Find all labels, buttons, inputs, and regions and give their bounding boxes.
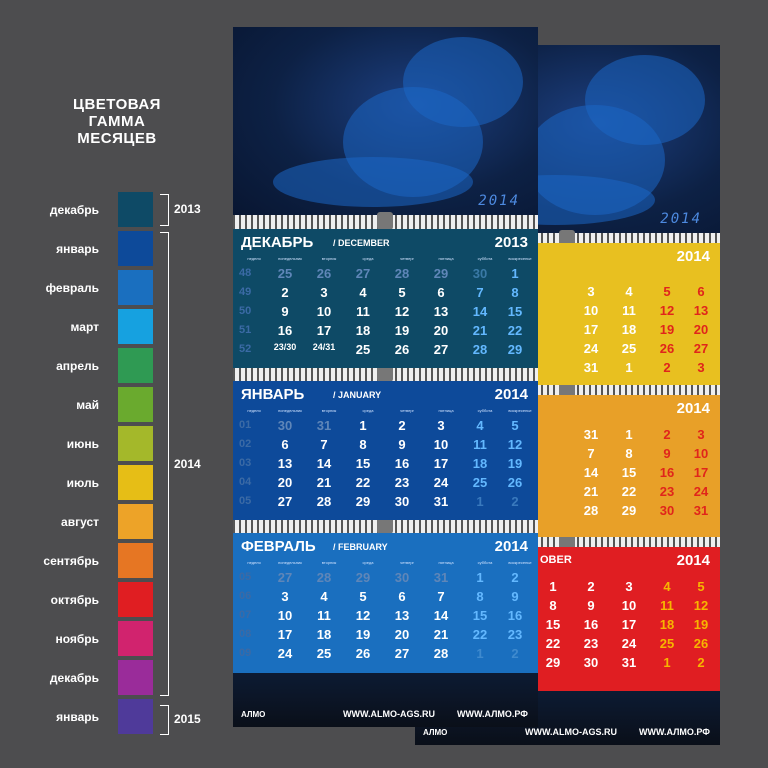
calendar-day: 2 <box>697 655 705 670</box>
calendar-day: 30 <box>583 655 599 670</box>
month-name: ФЕВРАЛЬ <box>241 538 316 555</box>
calendar-day: 31 <box>583 427 599 442</box>
calendar-day: 3 <box>587 284 595 299</box>
calendar-day: 8 <box>359 437 367 452</box>
calendar-day: 11 <box>622 303 636 318</box>
month-year: 2014 <box>676 248 710 265</box>
bracket-2014 <box>160 232 169 696</box>
footer-url: WWW.АЛМО.РФ <box>457 709 528 719</box>
legend-color-swatch <box>118 543 153 578</box>
calendar-day: 3 <box>697 427 705 442</box>
calendar-day: 4 <box>625 284 633 299</box>
month-name: ДЕКАБРЬ <box>241 234 314 251</box>
calendar-day: 24 <box>277 646 293 661</box>
weekday-header: неделя <box>247 256 261 261</box>
calendar-day: 2 <box>587 579 595 594</box>
bracket-2013 <box>160 194 169 226</box>
calendar-day: 17 <box>433 456 449 471</box>
legend-color-swatch <box>118 270 153 305</box>
calendar-day: 9 <box>663 446 671 461</box>
calendar-day: 11 <box>317 608 331 623</box>
weekday-header: неделя <box>247 560 261 565</box>
footer-logo: АЛМО <box>241 710 266 719</box>
calendar-day: 1 <box>663 655 671 670</box>
calendar-day: 24 <box>621 636 637 651</box>
calendar-day: 19 <box>659 322 675 337</box>
calendar-day: 10 <box>316 304 332 319</box>
calendar-day: 25 <box>621 341 637 356</box>
calendar-day: 18 <box>355 323 371 338</box>
legend-month-label: февраль <box>45 281 99 295</box>
calendar-day: 9 <box>511 589 519 604</box>
calendar-day: 27 <box>394 646 410 661</box>
calendar-day: 29 <box>355 494 371 509</box>
calendar-day: 14 <box>583 465 599 480</box>
calendar-day: 25 <box>659 636 675 651</box>
weekday-header: воскресенье <box>508 408 532 413</box>
spiral-binding <box>233 367 538 381</box>
weekday-header: вторник <box>321 256 337 261</box>
month-name-en: / FEBRUARY <box>333 542 388 552</box>
calendar-day: 15 <box>545 617 561 632</box>
legend-color-swatch <box>118 465 153 500</box>
week-number: 08 <box>239 628 252 640</box>
calendar-day: 17 <box>583 322 599 337</box>
calendar-day: 26 <box>693 636 709 651</box>
calendar-day: 11 <box>356 304 370 319</box>
calendar-day: 8 <box>476 589 484 604</box>
legend-color-swatch <box>118 387 153 422</box>
calendar-day: 12 <box>659 303 675 318</box>
nebula-shape <box>525 105 665 215</box>
calendar-day: 25 <box>277 266 293 281</box>
calendar-day: 2 <box>398 418 406 433</box>
calendar-day: 11 <box>660 598 674 613</box>
weekday-header: понедельник <box>278 560 302 565</box>
calendar-day: 31 <box>316 418 332 433</box>
footer-url: WWW.ALMO-AGS.RU <box>525 727 617 737</box>
calendar-day: 7 <box>476 285 484 300</box>
calendar-day: 29 <box>355 570 371 585</box>
week-number: 48 <box>239 267 252 279</box>
calendar-day: 1 <box>625 360 633 375</box>
month-name-en: / JANUARY <box>333 390 382 400</box>
spiral-hole <box>377 212 393 230</box>
calendar-day: 25 <box>355 342 371 357</box>
calendar-day: 21 <box>472 323 488 338</box>
legend-month-label: сентябрь <box>43 554 99 568</box>
calendar-day: 1 <box>359 418 367 433</box>
calendar-footer <box>233 673 538 727</box>
calendar-day: 9 <box>398 437 406 452</box>
calendar-day: 5 <box>663 284 671 299</box>
calendar-day: 9 <box>281 304 289 319</box>
calendar-day: 23 <box>583 636 599 651</box>
legend-color-swatch <box>118 309 153 344</box>
calendar-day: 26 <box>316 266 332 281</box>
weekday-header: четверг <box>400 560 414 565</box>
calendar-day: 27 <box>355 266 371 281</box>
legend-month-label: апрель <box>56 359 99 373</box>
calendar-day: 25 <box>316 646 332 661</box>
calendar-day: 29 <box>433 266 449 281</box>
calendar-day: 28 <box>433 646 449 661</box>
calendar-day: 6 <box>437 285 445 300</box>
legend-title-line: ЦВЕТОВАЯ <box>73 96 161 113</box>
calendar-day: 24/31 <box>312 342 336 352</box>
calendar-day: 14 <box>433 608 449 623</box>
month-name-en: / DECEMBER <box>333 238 390 248</box>
legend-month-label: январь <box>56 242 99 256</box>
legend-color-swatch <box>118 660 153 695</box>
legend-month-label: ноябрь <box>55 632 99 646</box>
calendar-day: 18 <box>316 627 332 642</box>
calendar-day: 16 <box>394 456 410 471</box>
calendar-day: 20 <box>394 627 410 642</box>
weekday-header: среда <box>362 560 374 565</box>
calendar-day: 31 <box>621 655 637 670</box>
calendar-day: 26 <box>394 342 410 357</box>
calendar-day: 25 <box>472 475 488 490</box>
calendar-day: 28 <box>394 266 410 281</box>
calendar-day: 10 <box>277 608 293 623</box>
month-block <box>233 381 538 520</box>
week-number: 02 <box>239 438 252 450</box>
calendar-day: 8 <box>625 446 633 461</box>
legend-month-label: март <box>70 320 99 334</box>
legend-title-line: МЕСЯЦЕВ <box>77 130 157 147</box>
calendar-day: 6 <box>697 284 705 299</box>
legend-month-label: октябрь <box>50 593 99 607</box>
calendar-day: 27 <box>433 342 449 357</box>
calendar-day: 1 <box>476 570 484 585</box>
calendar-day: 6 <box>398 589 406 604</box>
legend-month-label: июнь <box>66 437 99 451</box>
calendar-day: 23 <box>507 627 523 642</box>
month-name: ЯНВАРЬ <box>241 386 305 403</box>
calendar-day: 21 <box>433 627 449 642</box>
week-number: 07 <box>239 609 252 621</box>
calendar-day: 30 <box>277 418 293 433</box>
calendar-day: 10 <box>621 598 637 613</box>
calendar-day: 24 <box>693 484 709 499</box>
calendar-day: 21 <box>583 484 599 499</box>
calendar-day: 17 <box>693 465 709 480</box>
legend-color-swatch <box>118 699 153 734</box>
legend-month-label: август <box>61 515 99 529</box>
weekday-header: вторник <box>321 560 337 565</box>
calendar-day: 4 <box>663 579 671 594</box>
calendar-day: 2 <box>511 646 519 661</box>
spiral-binding <box>233 215 538 229</box>
calendar-day: 20 <box>277 475 293 490</box>
calendar-day: 13 <box>277 456 293 471</box>
calendar-day: 1 <box>476 494 484 509</box>
calendar-day: 28 <box>583 503 599 518</box>
calendar-day: 16 <box>507 608 523 623</box>
weekday-header: воскресенье <box>508 560 532 565</box>
bracket-2015 <box>160 705 169 735</box>
calendar-day: 21 <box>316 475 332 490</box>
weekday-header: суббота <box>477 408 493 413</box>
week-number: 52 <box>239 343 252 355</box>
month-year: 2014 <box>676 552 710 569</box>
weekday-header: среда <box>362 256 374 261</box>
calendar-day: 20 <box>433 323 449 338</box>
month-name-en: OBER <box>540 554 572 566</box>
calendar-day: 27 <box>277 494 293 509</box>
weekday-header: пятница <box>438 560 454 565</box>
calendar-day: 9 <box>587 598 595 613</box>
calendar-day: 13 <box>394 608 410 623</box>
calendar-day: 15 <box>507 304 523 319</box>
calendar-day: 8 <box>511 285 519 300</box>
front-calendar <box>233 27 538 727</box>
week-number: 01 <box>239 419 252 431</box>
calendar-day: 12 <box>693 598 709 613</box>
month-year: 2013 <box>494 234 528 251</box>
calendar-day: 15 <box>621 465 637 480</box>
month-year: 2014 <box>494 386 528 403</box>
calendar-day: 2 <box>511 494 519 509</box>
weekday-header: понедельник <box>278 408 302 413</box>
calendar-day: 5 <box>398 285 406 300</box>
week-number: 04 <box>239 476 252 488</box>
calendar-day: 19 <box>507 456 523 471</box>
calendar-day: 1 <box>511 266 519 281</box>
month-year: 2014 <box>676 400 710 417</box>
calendar-day: 3 <box>281 589 289 604</box>
calendar-day: 12 <box>507 437 523 452</box>
weekday-header: пятница <box>438 408 454 413</box>
legend-month-label: декабрь <box>49 203 99 217</box>
week-number: 05 <box>239 495 252 507</box>
weekday-header: суббота <box>477 560 493 565</box>
calendar-day: 17 <box>621 617 637 632</box>
calendar-day: 2 <box>663 427 671 442</box>
calendar-day: 26 <box>659 341 675 356</box>
calendar-day: 1 <box>625 427 633 442</box>
calendar-day: 31 <box>433 494 449 509</box>
calendar-day: 13 <box>433 304 449 319</box>
week-number: 03 <box>239 457 252 469</box>
calendar-day: 28 <box>472 342 488 357</box>
calendar-day: 2 <box>511 570 519 585</box>
calendar-day: 7 <box>437 589 445 604</box>
calendar-day: 3 <box>625 579 633 594</box>
legend-title <box>52 96 182 147</box>
calendar-day: 10 <box>433 437 449 452</box>
calendar-day: 7 <box>320 437 328 452</box>
calendar-day: 22 <box>355 475 371 490</box>
calendar-day: 10 <box>693 446 709 461</box>
calendar-day: 29 <box>621 503 637 518</box>
year-label-2014: 2014 <box>174 457 201 471</box>
calendar-day: 27 <box>277 570 293 585</box>
month-block <box>233 229 538 368</box>
nebula-shape <box>343 87 483 197</box>
legend-month-label: май <box>76 398 99 412</box>
calendar-day: 11 <box>473 437 487 452</box>
legend-color-swatch <box>118 582 153 617</box>
weekday-header: четверг <box>400 408 414 413</box>
calendar-day: 31 <box>693 503 709 518</box>
calendar-day: 3 <box>697 360 705 375</box>
calendar-day: 13 <box>693 303 709 318</box>
legend-month-label: декабрь <box>49 671 99 685</box>
calendar-day: 30 <box>394 570 410 585</box>
calendar-day: 28 <box>316 494 332 509</box>
calendar-day: 4 <box>476 418 484 433</box>
calendar-day: 29 <box>545 655 561 670</box>
calendar-day: 22 <box>472 627 488 642</box>
calendar-day: 17 <box>277 627 293 642</box>
legend-color-swatch <box>118 621 153 656</box>
weekday-header: среда <box>362 408 374 413</box>
calendar-day: 3 <box>437 418 445 433</box>
calendar-day: 22 <box>507 323 523 338</box>
calendar-day: 3 <box>320 285 328 300</box>
calendar-day: 18 <box>621 322 637 337</box>
legend-color-swatch <box>118 192 153 227</box>
weekday-header: суббота <box>477 256 493 261</box>
month-year: 2014 <box>494 538 528 555</box>
calendar-day: 16 <box>659 465 675 480</box>
calendar-day: 18 <box>659 617 675 632</box>
calendar-day: 26 <box>507 475 523 490</box>
calendar-day: 5 <box>697 579 705 594</box>
legend-color-swatch <box>118 231 153 266</box>
year-label-2013: 2013 <box>174 202 201 216</box>
year-label-2015: 2015 <box>174 712 201 726</box>
week-number: 05 <box>239 571 252 583</box>
weekday-header: понедельник <box>278 256 302 261</box>
week-number: 51 <box>239 324 252 336</box>
calendar-day: 23 <box>659 484 675 499</box>
calendar-day: 16 <box>277 323 293 338</box>
calendar-day: 22 <box>621 484 637 499</box>
calendar-day: 8 <box>549 598 557 613</box>
legend-month-label: январь <box>56 710 99 724</box>
calendar-day: 12 <box>355 608 371 623</box>
weekday-header: воскресенье <box>508 256 532 261</box>
calendar-day: 4 <box>320 589 328 604</box>
calendar-day: 19 <box>355 627 371 642</box>
weekday-header: пятница <box>438 256 454 261</box>
calendar-day: 10 <box>583 303 599 318</box>
footer-url: WWW.ALMO-AGS.RU <box>343 709 435 719</box>
month-block <box>233 533 538 673</box>
calendar-day: 27 <box>693 341 709 356</box>
calendar-day: 19 <box>394 323 410 338</box>
footer-url: WWW.АЛМО.РФ <box>639 727 710 737</box>
calendar-day: 17 <box>316 323 332 338</box>
calendar-day: 31 <box>583 360 599 375</box>
weekday-header: неделя <box>247 408 261 413</box>
calendar-day: 24 <box>433 475 449 490</box>
calendar-day: 18 <box>472 456 488 471</box>
calendar-day: 2 <box>281 285 289 300</box>
header-year: 2014 <box>478 193 520 209</box>
calendar-day: 4 <box>359 285 367 300</box>
weekday-header: вторник <box>321 408 337 413</box>
calendar-day: 30 <box>394 494 410 509</box>
calendar-day: 1 <box>476 646 484 661</box>
calendar-day: 2 <box>663 360 671 375</box>
weekday-header: четверг <box>400 256 414 261</box>
calendar-day: 14 <box>472 304 488 319</box>
legend-color-swatch <box>118 504 153 539</box>
calendar-day: 31 <box>433 570 449 585</box>
calendar-day: 14 <box>316 456 332 471</box>
calendar-day: 26 <box>355 646 371 661</box>
calendar-day: 15 <box>472 608 488 623</box>
week-number: 06 <box>239 590 252 602</box>
calendar-day: 23/30 <box>273 342 297 352</box>
calendar-day: 30 <box>659 503 675 518</box>
calendar-day: 1 <box>549 579 557 594</box>
footer-logo: АЛМО <box>423 728 448 737</box>
calendar-day: 28 <box>316 570 332 585</box>
spiral-binding <box>233 519 538 533</box>
calendar-day: 12 <box>394 304 410 319</box>
calendar-day: 16 <box>583 617 599 632</box>
legend-color-swatch <box>118 348 153 383</box>
header-artwork <box>233 27 538 222</box>
calendar-day: 24 <box>583 341 599 356</box>
legend-color-swatch <box>118 426 153 461</box>
calendar-day: 7 <box>587 446 595 461</box>
calendar-day: 5 <box>359 589 367 604</box>
calendar-day: 23 <box>394 475 410 490</box>
week-number: 49 <box>239 286 252 298</box>
calendar-day: 22 <box>545 636 561 651</box>
calendar-day: 20 <box>693 322 709 337</box>
calendar-day: 29 <box>507 342 523 357</box>
calendar-day: 5 <box>511 418 519 433</box>
week-number: 09 <box>239 647 252 659</box>
calendar-day: 15 <box>355 456 371 471</box>
header-year: 2014 <box>660 211 702 227</box>
legend-title-line: ГАММА <box>88 113 146 130</box>
calendar-day: 19 <box>693 617 709 632</box>
week-number: 50 <box>239 305 252 317</box>
calendar-day: 30 <box>472 266 488 281</box>
calendar-day: 6 <box>281 437 289 452</box>
legend-month-label: июль <box>66 476 99 490</box>
